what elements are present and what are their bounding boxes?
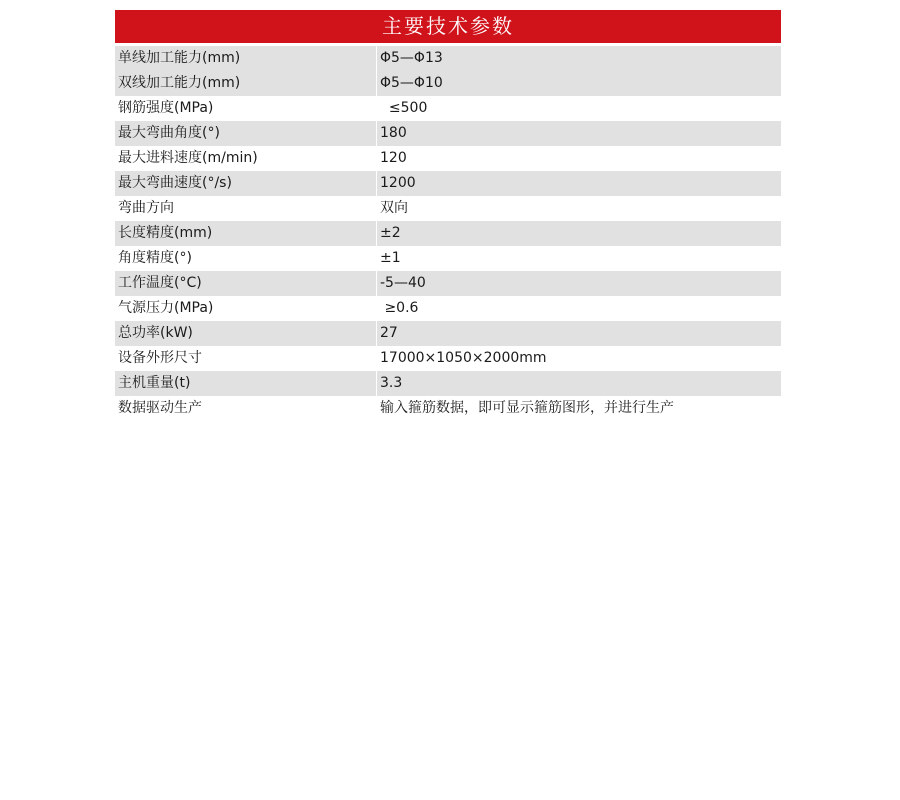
row-label: 最大弯曲速度(°/s) <box>118 175 232 191</box>
row-label: 总功率(kW) <box>118 325 193 341</box>
row-value: 120 <box>380 150 407 166</box>
row-label: 长度精度(mm) <box>118 225 213 241</box>
row-label: 气源压力(MPa) <box>118 300 214 316</box>
table-row <box>115 71 781 96</box>
table-title: 主要技术参数 <box>115 10 781 43</box>
row-value: Φ5—Φ10 <box>380 75 443 91</box>
row-value: ±1 <box>380 250 401 266</box>
table-row <box>115 246 781 271</box>
table-row <box>115 96 781 121</box>
table-row <box>115 396 781 421</box>
table-row <box>115 346 781 371</box>
row-label: 双线加工能力(mm) <box>118 75 241 91</box>
row-label: 最大弯曲角度(°) <box>118 125 220 141</box>
row-value: 180 <box>380 125 407 141</box>
table-row <box>115 221 781 246</box>
row-value: ≤500 <box>380 100 428 116</box>
table-row <box>115 296 781 321</box>
table-row <box>115 371 781 396</box>
row-label: 角度精度(°) <box>118 250 192 266</box>
row-value: 输入箍筋数据，即可显示箍筋图形，并进行生产 <box>380 400 674 416</box>
row-label: 最大进料速度(m/min) <box>118 150 258 166</box>
row-value: 3.3 <box>380 375 403 391</box>
table-row <box>115 46 781 71</box>
table-row <box>115 121 781 146</box>
table-row <box>115 196 781 221</box>
table-row <box>115 321 781 346</box>
row-label: 工作温度(°C) <box>118 275 202 291</box>
row-label: 弯曲方向 <box>118 200 174 216</box>
row-value: ±2 <box>380 225 401 241</box>
table-row <box>115 271 781 296</box>
spec-table <box>115 10 781 421</box>
table-row <box>115 171 781 196</box>
row-value: ≥0.6 <box>380 300 419 316</box>
row-label: 钢筋强度(MPa) <box>118 100 214 116</box>
row-value: 27 <box>380 325 398 341</box>
row-value: 双向 <box>380 200 408 216</box>
row-label: 设备外形尺寸 <box>118 350 202 366</box>
row-value: 17000×1050×2000mm <box>380 350 547 366</box>
row-value: 1200 <box>380 175 416 191</box>
row-label: 主机重量(t) <box>118 375 191 391</box>
row-value: Φ5—Φ13 <box>380 50 443 66</box>
table-row <box>115 146 781 171</box>
row-label: 单线加工能力(mm) <box>118 50 241 66</box>
row-value: -5—40 <box>380 275 426 291</box>
row-label: 数据驱动生产 <box>118 400 202 416</box>
